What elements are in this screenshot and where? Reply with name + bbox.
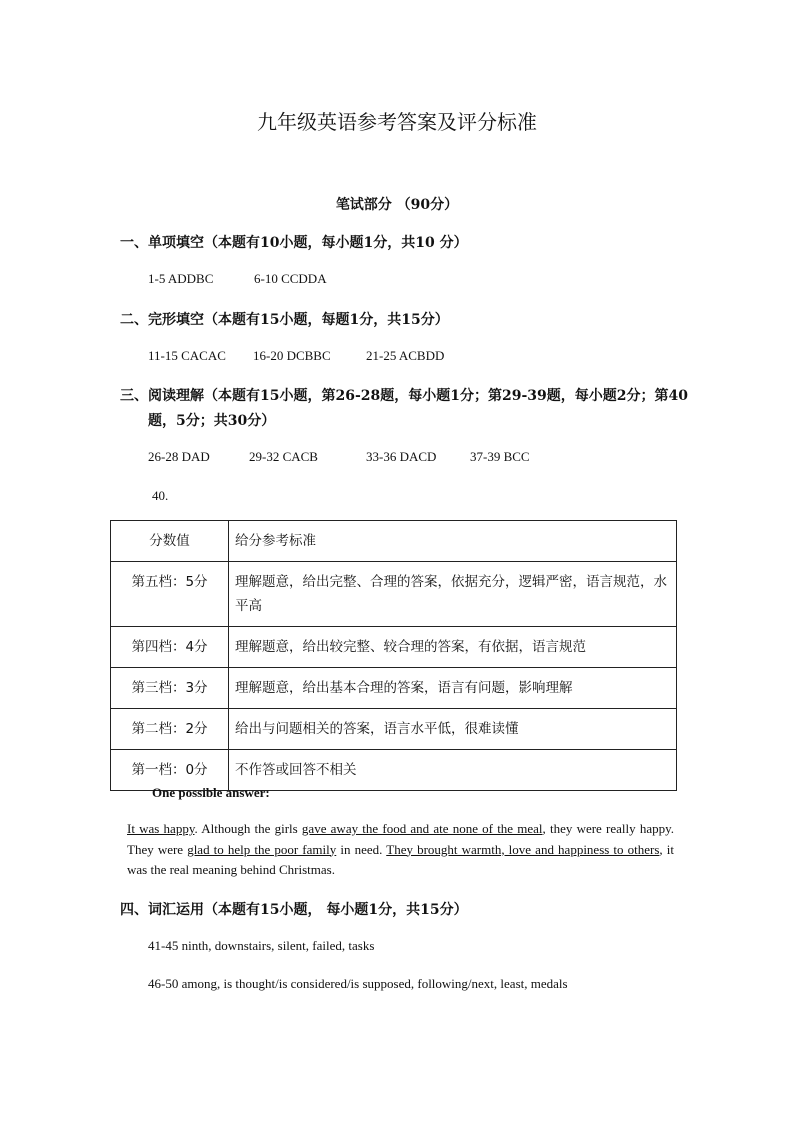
table-row [111,709,677,750]
table-cell: 第四档：4分 [111,627,229,668]
part-heading: 笔试部分 （90分） [335,197,459,213]
possible-answer-paragraph [127,819,674,881]
table-cell: 不作答或回答不相关 [229,750,677,791]
underlined-phrase: gave away the food and ate none of the meal [301,821,543,836]
answer-group: 1-5 ADDBC [148,271,214,286]
table-header-cell: 给分参考标准 [229,521,677,562]
answer-text: , they were really happy. They were [127,821,674,857]
underlined-phrase: It was happy [127,821,195,836]
table-cell: 理解题意，给出完整、合理的答案，依据充分，逻辑严密，语言规范，水平高 [229,562,677,627]
answer-text: , it was the real meaning behind Christmas. [127,841,675,877]
table-row [111,627,677,668]
answer-group: 6-10 CCDDA [254,271,327,286]
table-cell: 第一档：0分 [111,750,229,791]
section-1-heading: 一、单项填空（本题有10小题，每小题1分，共10 分） [120,235,468,251]
table-cell: 第五档：5分 [111,562,229,627]
table-row [111,668,677,709]
possible-answer-label: One possible answer: [152,785,270,800]
section-4-answers-line2: 46-50 among, is thought/is considered/is supposed, following/next, least, medals [148,976,568,991]
answer-group: 11-15 CACAC [148,348,226,363]
question-40-label: 40. [152,488,169,503]
table-cell: 第三档：3分 [111,668,229,709]
section-3-heading-line2: 题，5分；共30分） [148,413,276,429]
answer-group: 29-32 CACB [249,449,318,464]
table-cell: 理解题意，给出较完整、较合理的答案，有依据，语言规范 [229,627,677,668]
underlined-phrase: They brought warmth, love and happiness to others [386,841,660,857]
answer-group: 26-28 DAD [148,449,210,464]
answer-text: in need. [336,841,387,857]
answer-text: . Although the girls [194,821,302,836]
table-header-row [111,521,677,562]
answer-group: 16-20 DCBBC [253,348,331,363]
page-title: 九年级英语参考答案及评分标准 [257,110,537,134]
underlined-phrase: glad to help the poor family [187,841,337,857]
table-cell: 给出与问题相关的答案，语言水平低，很难读懂 [229,709,677,750]
section-4-answers-line1: 41-45 ninth, downstairs, silent, failed, tasks [148,938,375,953]
answer-group: 37-39 BCC [470,449,530,464]
grading-table [110,520,677,791]
answer-group: 21-25 ACBDD [366,348,445,363]
table-cell: 理解题意，给出基本合理的答案，语言有问题，影响理解 [229,668,677,709]
table-cell: 第二档：2分 [111,709,229,750]
section-2-heading: 二、完形填空（本题有15小题，每题1分，共15分） [120,312,449,328]
section-4-heading: 四、词汇运用（本题有15小题， 每小题1分，共15分） [120,902,468,918]
answer-group: 33-36 DACD [366,449,437,464]
table-header-cell: 分数值 [111,521,229,562]
table-row [111,562,677,627]
section-3-heading-line1: 三、阅读理解（本题有15小题，第26-28题，每小题1分；第29-39题，每小题2分；第40 [120,388,688,404]
